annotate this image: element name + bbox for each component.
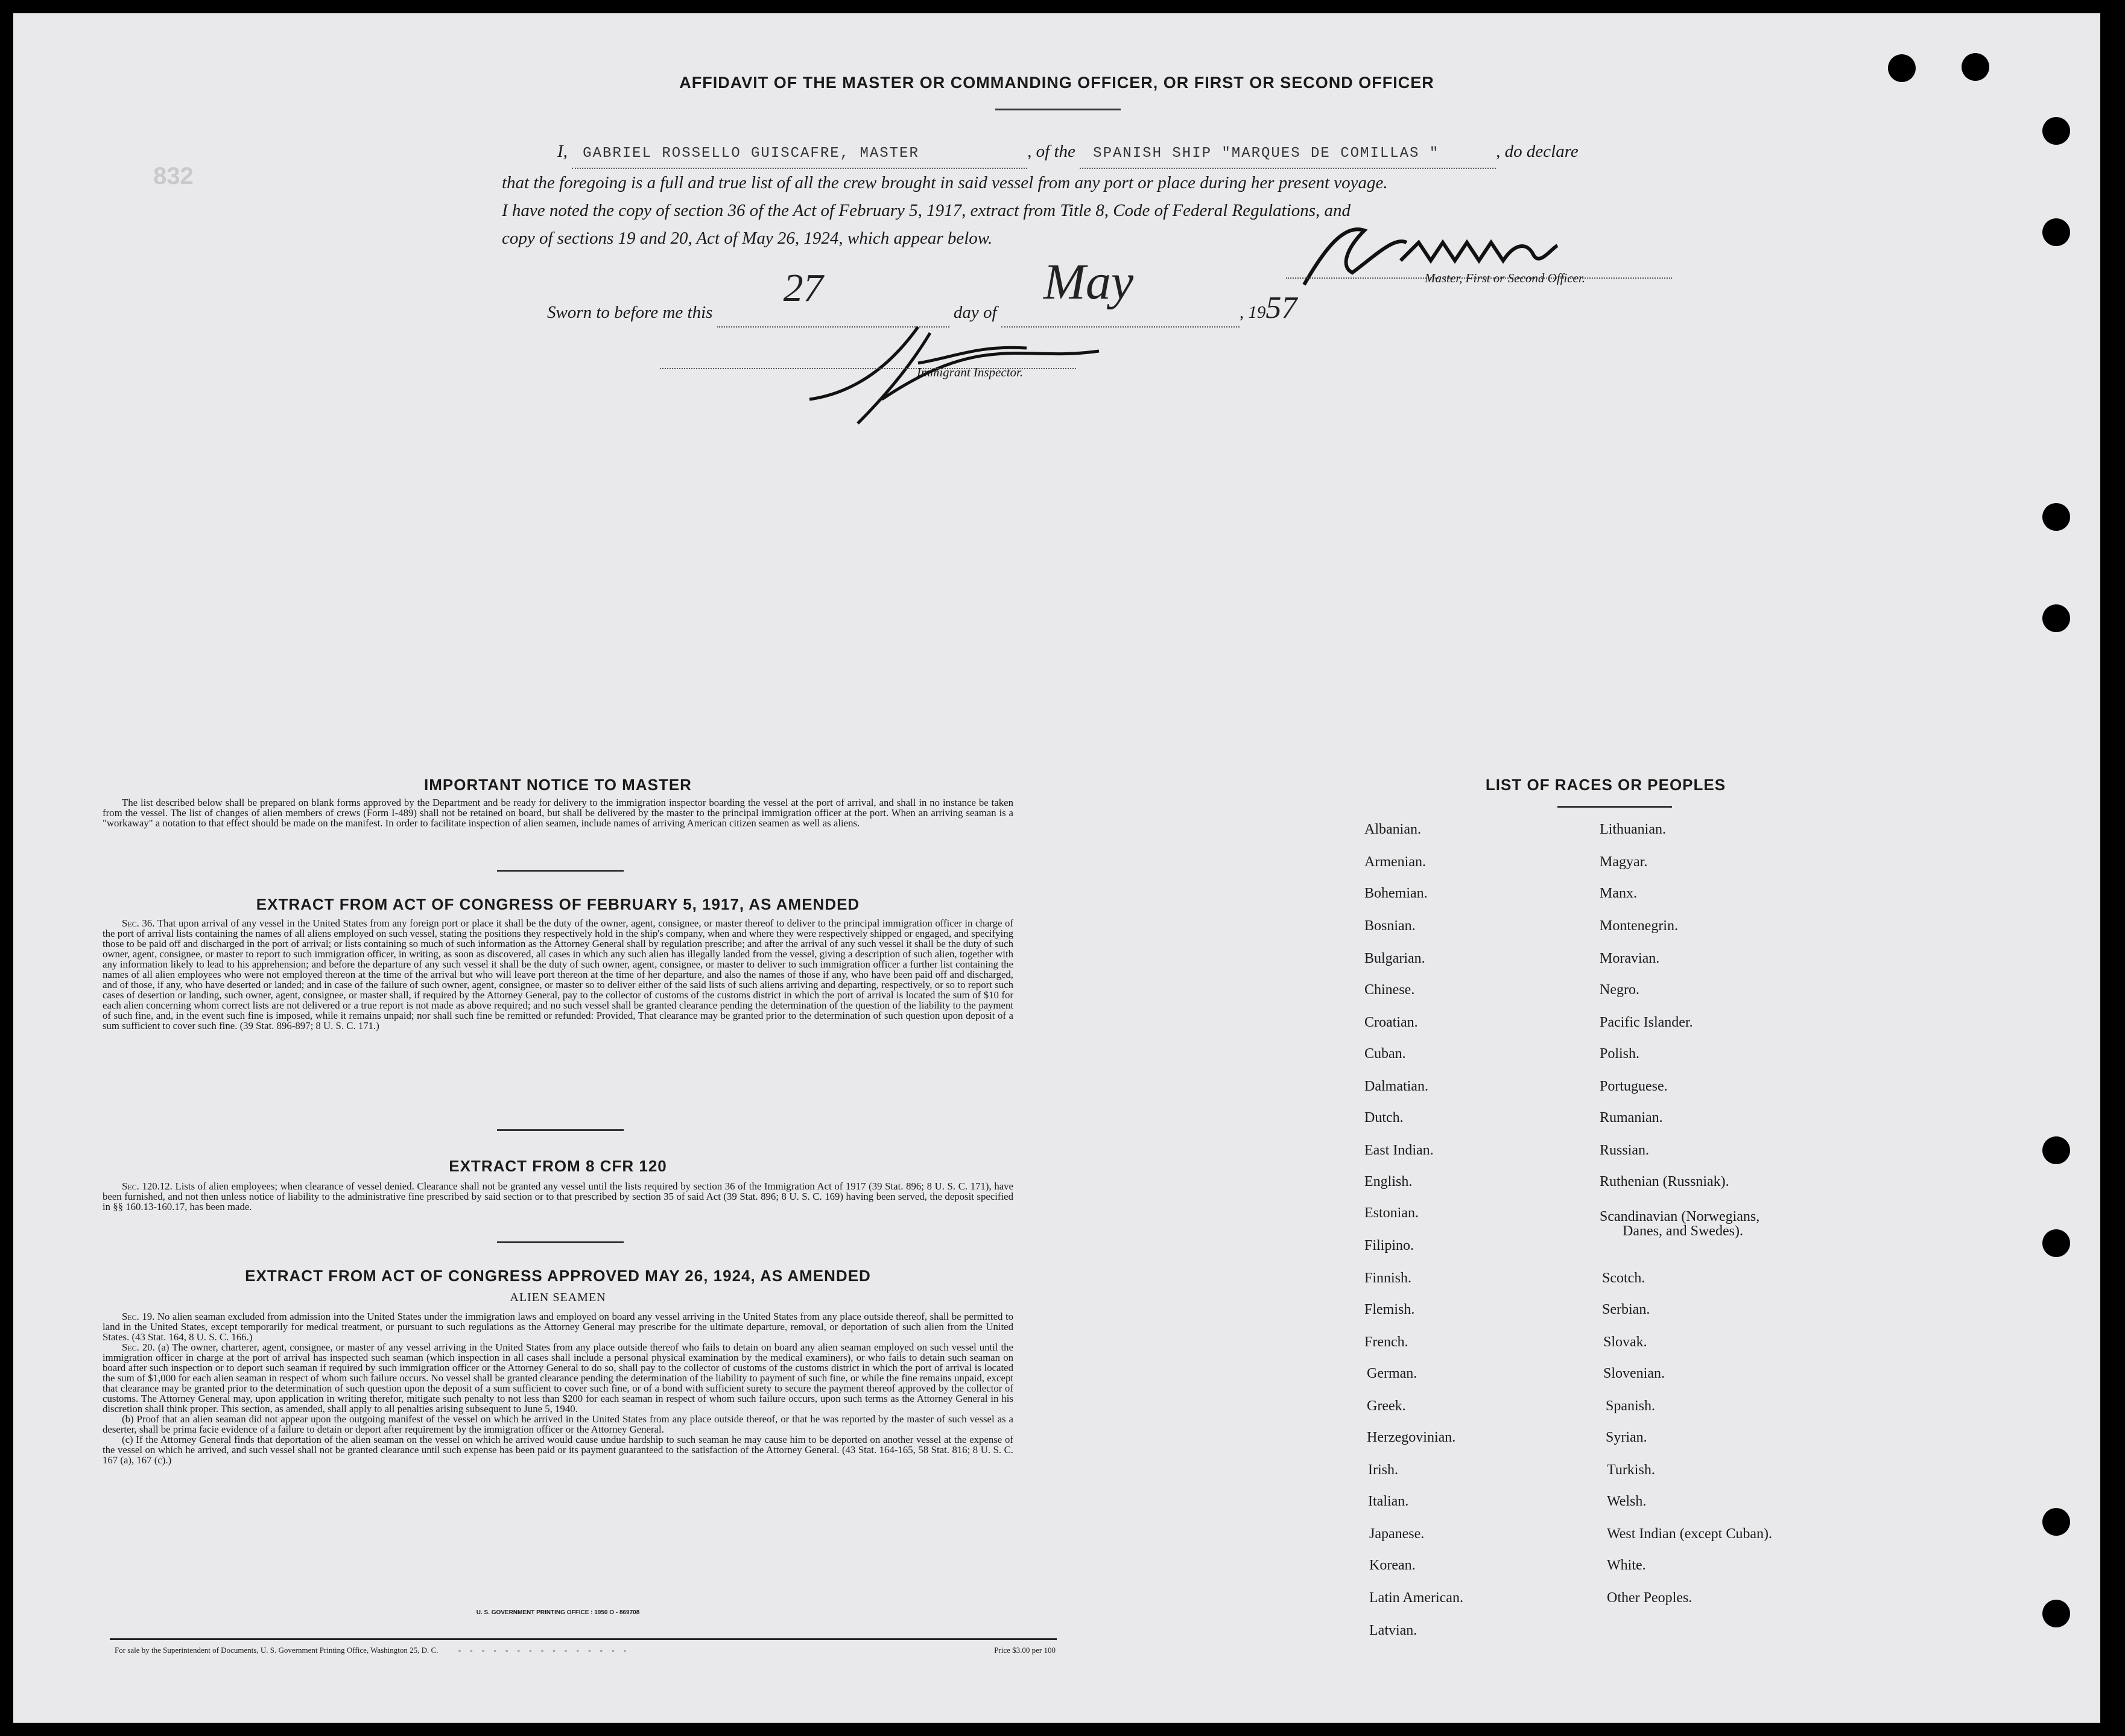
race-item: Armenian. <box>1364 854 1426 870</box>
sec-20-text: (a) The owner, charterer, agent, consignee, or master of any vessel arriving in the United States from any place outside thereof who fails to detain on board any alien seaman employed on such vessel until the immigration officer in charge at the port of arrival has inspected such seaman (which inspection in all cases shall include a personal physical examination by the medical examiners), or who fails to detain such seaman on board after such inspection or to deport such seaman if required by such immigration officer or the Attorney General to do so, shall pay to the collector of customs of the customs district in which the port of arrival is located the sum of $1,000 for each alien seaman in respect of whom such failure occurs. No vessel shall be granted clearance pending the determination of the liability to payment of such fine, or while the fine remains unpaid, except that clearance may be granted prior to the determination of such question upon the deposit of a sum sufficient to cover such fine, or of a bond with sufficient surety to secure the payment thereof approved by the collector of customs. The Attorney General may, upon application in writing therefor, mitigate such penalty to not less than $200 for each seaman in respect of whom such failure occurs, upon such terms as the Attorney General in his discretion shall think proper. This section, as amended, shall apply to all penalties arising subsequent to June 5, 1940. <box>103 1342 1013 1414</box>
races-title: LIST OF RACES OR PEOPLES <box>1485 776 1726 794</box>
extract-1917-divider <box>497 1129 624 1131</box>
race-item: Dalmatian. <box>1364 1079 1428 1094</box>
punch-hole <box>2042 604 2070 632</box>
sale-text: For sale by the Superintendent of Documents, U. S. Government Printing Office, Washington 25, D. C. <box>115 1646 439 1655</box>
extract-1924-subtitle: ALIEN SEAMEN <box>510 1291 606 1304</box>
race-item: Slovenian. <box>1603 1366 1665 1381</box>
affidavit-title: AFFIDAVIT OF THE MASTER OR COMMANDING OFFICER, OR FIRST OR SECOND OFFICER <box>679 74 1434 92</box>
affidavit-line-1 <box>502 138 1666 169</box>
race-item: Bosnian. <box>1364 918 1416 934</box>
sec-120-label: Sec. 120.12. <box>122 1180 173 1192</box>
race-item: Japanese. <box>1369 1526 1425 1542</box>
race-item: Pacific Islander. <box>1600 1015 1693 1030</box>
line1-of-the: , of the <box>1027 142 1075 161</box>
sworn-day: 27 <box>783 266 823 310</box>
day-of: day of <box>953 303 997 322</box>
race-item: Spanish. <box>1606 1398 1656 1414</box>
race-item: Polish. <box>1600 1046 1640 1062</box>
sale-price: Price $3.00 per 100 <box>994 1646 1056 1655</box>
notice-title: IMPORTANT NOTICE TO MASTER <box>424 776 692 794</box>
affidavit-line-2: that the foregoing is a full and true list of all the crew brought in said vessel from any port or place during her present voyage. <box>502 173 1388 192</box>
race-item: Rumanian. <box>1600 1110 1663 1126</box>
race-item: Magyar. <box>1600 854 1648 870</box>
race-item: Montenegrin. <box>1600 918 1678 934</box>
sec-120-text: Lists of alien employees; when clearance of vessel denied. Clearance shall not be granted any vessel until the lists required by section 36 of the Immigration Act of 1917 (39 Stat. 896; 8 U. S. C. 171), have been furnished, and not then unless notice of liability to the administrative fine prescribed by said section or to that prescribed by section 35 of said Act (39 Stat. 896; 8 U. S. C. 169) having been served, the deposit specified in §§ 160.13-160.17, has been made. <box>103 1180 1013 1212</box>
race-item: Serbian. <box>1602 1302 1650 1317</box>
race-item: Manx. <box>1600 885 1637 901</box>
document-page <box>13 13 2100 1723</box>
line1-prefix: I, <box>557 142 568 161</box>
master-name: GABRIEL ROSSELLO GUISCAFRE, MASTER <box>583 145 919 162</box>
sec-20-label: Sec. 20. <box>122 1342 155 1353</box>
race-item: Latvian. <box>1369 1623 1417 1638</box>
sec-20c-paragraph: (c) If the Attorney General finds that deportation of the alien seaman on the vessel on which he arrived would cause undue hardship to such seaman he may cause him to be deported on another vessel at the expense of the vessel on which he arrived, and such vessel shall not be granted clearance until such expense has been paid or its payment guaranteed to the satisfaction of the Attorney General. (43 Stat. 164-165, 58 Stat. 816; 8 U. S. C. 167 (a), 167 (c).) <box>103 1434 1013 1466</box>
sworn-year: 57 <box>1265 291 1297 325</box>
punch-hole <box>2042 117 2070 145</box>
races-divider <box>1557 806 1672 808</box>
race-item: Danes, and Swedes). <box>1623 1223 1743 1239</box>
year-prefix: , 19 <box>1239 303 1266 322</box>
race-item: Dutch. <box>1364 1110 1404 1126</box>
race-item: Bohemian. <box>1364 885 1428 901</box>
race-item: Finnish. <box>1364 1270 1412 1286</box>
extract-cfr-title: EXTRACT FROM 8 CFR 120 <box>449 1157 667 1175</box>
race-item: Lithuanian. <box>1600 822 1666 837</box>
race-item: Filipino. <box>1364 1238 1414 1253</box>
extract-cfr-body <box>103 1181 1013 1212</box>
inspector-label: Immigrant Inspector. <box>917 365 1024 379</box>
master-label: Master, First or Second Officer. <box>1425 271 1585 285</box>
race-item: Scandinavian (Norwegians, <box>1600 1209 1760 1224</box>
sec-20b-paragraph: (b) Proof that an alien seaman did not appear upon the outgoing manifest of the vessel on which he arrived in the United States from any place outside thereof, or that he was reported by the master of such vessel as a deserter, shall be prima facie evidence of a failure to detain or deport after requirement by the immigration officer or the Attorney General. <box>103 1413 1013 1435</box>
race-item: Russian. <box>1600 1142 1650 1158</box>
race-item: Albanian. <box>1364 822 1421 837</box>
race-item: Portuguese. <box>1600 1079 1668 1094</box>
extract-cfr-paragraph <box>103 1181 1013 1212</box>
master-name-field <box>572 138 1027 169</box>
sworn-month: May <box>1043 254 1134 310</box>
race-item: East Indian. <box>1364 1142 1434 1158</box>
footer-rule <box>110 1638 1057 1640</box>
race-item: Turkish. <box>1607 1462 1655 1478</box>
race-item: Negro. <box>1600 982 1639 998</box>
extract-1924-body <box>103 1311 1013 1465</box>
sec-36-label: Sec. 36. <box>122 917 155 929</box>
vessel-name-field <box>1080 138 1496 169</box>
race-item: Herzegovinian. <box>1367 1430 1456 1445</box>
race-item: Ruthenian (Russniak). <box>1600 1174 1729 1190</box>
race-item: Other Peoples. <box>1607 1590 1693 1606</box>
race-item: Estonian. <box>1364 1205 1419 1221</box>
affidavit-line-4: copy of sections 19 and 20, Act of May 26, 1924, which appear below. <box>502 229 993 248</box>
race-item: Moravian. <box>1600 951 1660 966</box>
punch-hole <box>2042 1600 2070 1627</box>
extract-cfr-divider <box>497 1241 624 1243</box>
punch-hole <box>2042 1136 2070 1164</box>
race-item: Croatian. <box>1364 1015 1418 1030</box>
race-item: Slovak. <box>1603 1334 1647 1350</box>
race-item: Irish. <box>1368 1462 1398 1478</box>
race-item: French. <box>1364 1334 1408 1350</box>
race-item: Bulgarian. <box>1364 951 1425 966</box>
notice-divider <box>497 870 624 872</box>
extract-1917-body <box>103 918 1013 1031</box>
extract-1917-title: EXTRACT FROM ACT OF CONGRESS OF FEBRUARY 5, 1917, AS AMENDED <box>256 895 860 913</box>
race-item: White. <box>1607 1557 1646 1573</box>
race-item: English. <box>1364 1174 1413 1190</box>
vessel-name: SPANISH SHIP "MARQUES DE COMILLAS " <box>1093 145 1440 162</box>
punch-hole <box>2042 1229 2070 1257</box>
margin-mark: 832 <box>153 163 194 189</box>
race-item: Italian. <box>1368 1494 1409 1509</box>
sec-20-paragraph <box>103 1342 1013 1414</box>
race-item: Syrian. <box>1606 1430 1647 1445</box>
sale-dashes: - - - - - - - - - - - - - - - <box>458 1646 630 1655</box>
race-item: Cuban. <box>1364 1046 1406 1062</box>
sworn-prefix: Sworn to before me this <box>547 303 713 322</box>
extract-1924-title: EXTRACT FROM ACT OF CONGRESS APPROVED MAY 26, 1924, AS AMENDED <box>245 1267 871 1285</box>
race-item: Latin American. <box>1369 1590 1463 1606</box>
race-item: Scotch. <box>1602 1270 1645 1286</box>
sec-19-text: No alien seaman excluded from admission into the United States under the immigration laws and employed on board any vessel arriving in the United States from any place outside thereof, shall be permitted to land in the United States, except temporarily for medical treatment, or pursuant to such regulations as the Attorney General may prescribe for the ultimate departure, removal, or deportation of such alien from the United States. (43 Stat. 164, 8 U. S. C. 166.) <box>103 1311 1013 1343</box>
affidavit-line-3: I have noted the copy of section 36 of the Act of February 5, 1917, extract from Title 8, Code of Federal Regulations, and <box>502 201 1351 220</box>
race-item: Korean. <box>1369 1557 1416 1573</box>
line1-suffix: , do declare <box>1496 142 1579 161</box>
sec-19-paragraph <box>103 1311 1013 1342</box>
extract-1917-paragraph <box>103 918 1013 1031</box>
race-item: Flemish. <box>1364 1302 1415 1317</box>
race-item: Chinese. <box>1364 982 1415 998</box>
sec-19-label: Sec. 19. <box>122 1311 155 1322</box>
race-item: Welsh. <box>1607 1494 1647 1509</box>
notice-body <box>103 797 1013 828</box>
punch-hole <box>2042 1508 2070 1536</box>
sec-36-text: That upon arrival of any vessel in the United States from any foreign port or place it shall be the duty of the owner, agent, consignee, or master thereof to deliver to the principal immigration officer in charge of the port of arrival lists containing the names of all aliens employed on such vessel, stating the positions they respectively hold in the ship's company, when and where they were respectively shipped or engaged, and specifying those to be paid off and discharged in the port of arrival; or lists containing so much of such information as the Attorney General shall by regulation prescribe; and after the arrival of any such vessel it shall be the duty of such owner, agent, consignee, or master to report to such immigration officer, in writing, as soon as discovered, all cases in which any such alien has illegally landed from the vessel, giving a description of such alien, together with any information likely to lead to his apprehension; and before the departure of any such vessel it shall be the duty of such owner, agent, consignee, or master to deliver to such immigration officer a further list containing the names of all alien employees who were not employed thereon at the time of the arrival but who will leave port thereon at the time of her departure, and also the names of those if any, who have been paid off and discharged, and of those, if any, who have deserted or landed; and in case of the failure of such owner, agent, consignee, or master so to deliver either of the said lists of such aliens arriving and departing, respectively, or so to report such cases of desertion or landing, such owner, agent, consignee, or master shall, if required by the Attorney General, pay to the collector of customs of the customs district in which the port of arrival is located the sum of $10 for each alien concerning whom correct lists are not delivered or a true report is not made as above required; and no such vessel shall be granted clearance pending the determination of the question of the liability to the payment of such fine, and, in the event such fine is imposed, while it remains unpaid; nor shall such fine be remitted or refunded: Provided, That clearance may be granted prior to the determination of such question upon deposit of a sum sufficient to cover such fine. (39 Stat. 896-897; 8 U. S. C. 171.) <box>103 917 1013 1031</box>
punch-hole <box>2042 218 2070 246</box>
sale-line <box>115 1646 1056 1655</box>
race-item: Greek. <box>1367 1398 1406 1414</box>
punch-hole <box>2042 503 2070 531</box>
race-item: West Indian (except Cuban). <box>1607 1526 1772 1542</box>
title-divider <box>995 109 1121 110</box>
notice-paragraph: The list described below shall be prepared on blank forms approved by the Department and be ready for delivery to the immigration inspector boarding the vessel at the port of arrival, and shall in no instance be taken from the vessel. The list of changes of alien members of crews (Form I-489) shall not be retained on board, but shall be delivered by the master to the principal immigration officer at the port. When an arriving seaman is a "workaway" a notation to that effect should be made on the manifest. In order to facilitate inspection of alien seamen, include names of arriving American citizen seamen as well as aliens. <box>103 797 1013 829</box>
race-item: German. <box>1367 1366 1417 1381</box>
gpo-imprint: U. S. GOVERNMENT PRINTING OFFICE : 1950 O - 869708 <box>476 1609 640 1616</box>
